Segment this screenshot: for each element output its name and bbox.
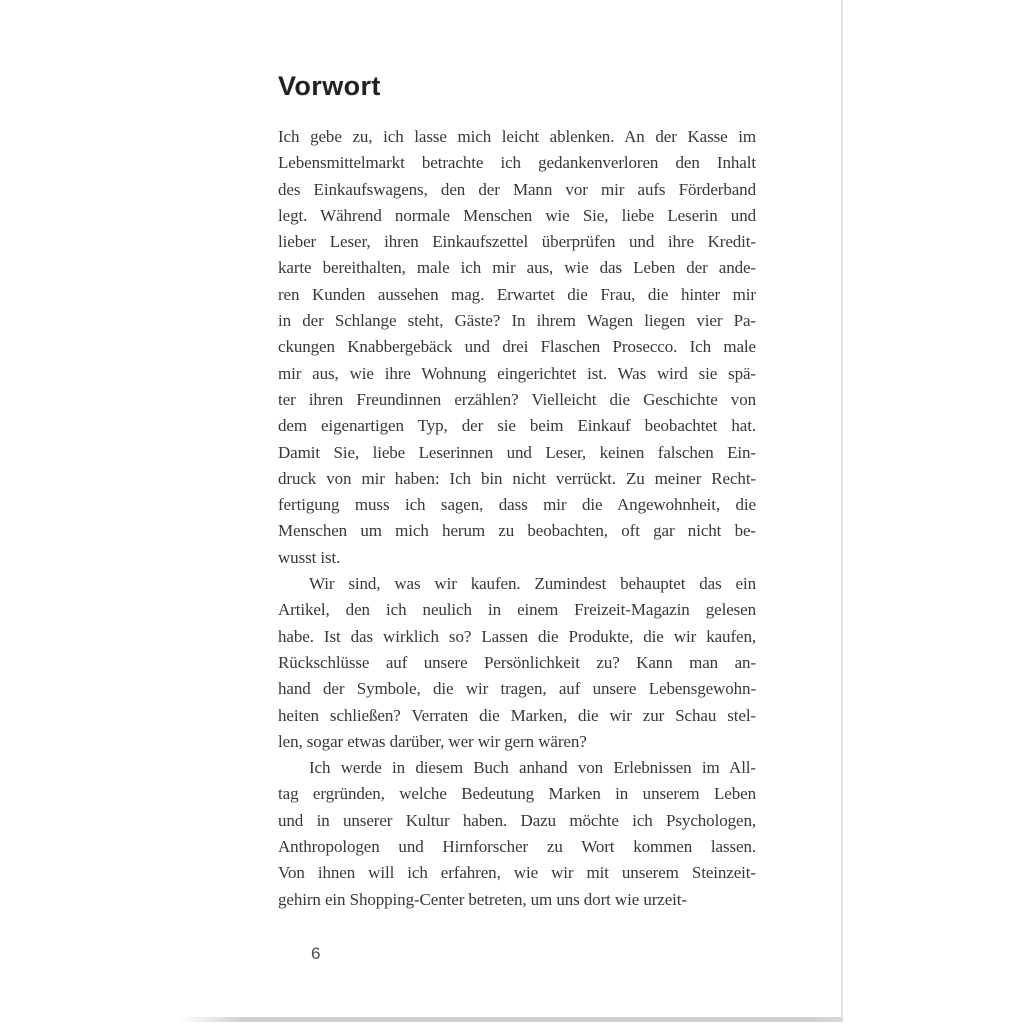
- text-line: in der Schlange steht, Gäste? In ihrem Wagen liegen vier Pa-: [278, 311, 756, 331]
- text-line: Ich gebe zu, ich lasse mich leicht ablenken. An der Kasse im: [278, 127, 756, 146]
- text-line: fertigung muss ich sagen, dass mir die Angewohnheit, die: [278, 495, 756, 515]
- text-line: Wir sind, was wir kaufen. Zumindest behauptet das ein: [309, 574, 756, 594]
- page-bottom-shadow: [178, 1017, 843, 1022]
- page-number: 6: [311, 944, 321, 963]
- text-line: tag ergründen, welche Bedeutung Marken in unserem Leben: [278, 784, 756, 804]
- text-line: ter ihren Freundinnen erzählen? Vielleicht die Geschichte von: [278, 389, 756, 409]
- text-column: [278, 70, 756, 913]
- text-line: Artikel, den ich neulich in einem Freizeit-Magazin gelesen: [278, 600, 756, 620]
- text-line: legt. Während normale Menschen wie Sie, liebe Leserin und: [278, 205, 756, 225]
- text-line: heiten schließen? Verraten die Marken, die wir zur Schau stel-: [278, 705, 756, 725]
- text-line: wusst ist.: [278, 547, 341, 567]
- text-line: lieber Leser, ihren Einkaufszettel überprüfen und ihre Kredit-: [278, 232, 756, 252]
- text-line: habe. Ist das wirklich so? Lassen die Produkte, die wir kaufen,: [278, 626, 756, 646]
- text-line: dem eigenartigen Typ, der sie beim Einkauf beobachtet hat.: [278, 416, 756, 436]
- text-line: Ich werde in diesem Buch anhand von Erlebnissen im All-: [309, 758, 756, 778]
- text-line: Damit Sie, liebe Leserinnen und Leser, keinen falschen Ein-: [278, 442, 756, 462]
- text-line: des Einkaufswagens, den der Mann vor mir aufs Förderband: [278, 179, 756, 199]
- text-line: Von ihnen will ich erfahren, wie wir mit unserem Steinzeit-: [278, 863, 756, 883]
- text-line: karte bereithalten, male ich mir aus, wie das Leben der ande-: [278, 258, 756, 278]
- text-line: druck von mir haben: Ich bin nicht verrückt. Zu meiner Recht-: [278, 468, 756, 488]
- text-line: Menschen um mich herum zu beobachten, oft gar nicht be-: [278, 521, 756, 541]
- text-line: ckungen Knabbergebäck und drei Flaschen Prosecco. Ich male: [278, 337, 756, 357]
- page-right-edge-line: [841, 0, 843, 1021]
- text-line: Anthropologen und Hirnforscher zu Wort kommen lassen.: [278, 837, 756, 857]
- text-line: hand der Symbole, die wir tragen, auf unsere Lebensgewohn-: [278, 679, 756, 699]
- body-text: [278, 124, 756, 913]
- text-line: und in unserer Kultur haben. Dazu möchte ich Psychologen,: [278, 810, 756, 830]
- text-line: mir aus, wie ihre Wohnung eingerichtet ist. Was wird sie spä-: [278, 363, 756, 383]
- page-title: Vorwort: [278, 71, 381, 101]
- text-line: Lebensmittelmarkt betrachte ich gedankenverloren den Inhalt: [278, 153, 756, 173]
- text-line: Rückschlüsse auf unsere Persönlichkeit zu? Kann man an-: [278, 652, 756, 672]
- text-line: gehirn ein Shopping-Center betreten, um uns dort wie urzeit-: [278, 889, 687, 909]
- text-line: len, sogar etwas darüber, wer wir gern wären?: [278, 731, 587, 751]
- text-line: ren Kunden aussehen mag. Erwartet die Frau, die hinter mir: [278, 284, 756, 304]
